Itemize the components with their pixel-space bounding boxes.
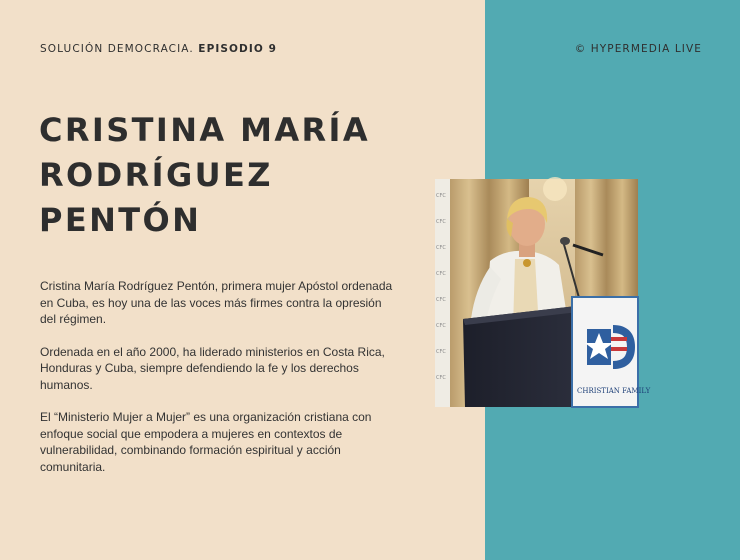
svg-text:CFC: CFC [436, 349, 446, 355]
podium-logo-text: CHRISTIAN FAMILY [577, 387, 651, 395]
portrait-photo [435, 179, 651, 407]
svg-text:CFC: CFC [436, 193, 446, 199]
svg-text:CFC: CFC [436, 219, 446, 225]
series-label [40, 43, 277, 55]
svg-text:CFC: CFC [436, 271, 446, 277]
svg-text:CFC: CFC [436, 297, 446, 303]
svg-text:CFC: CFC [436, 375, 446, 381]
title-line-3: PENTÓN [39, 201, 202, 239]
biography-text [40, 278, 400, 491]
episode-label: EPISODIO 9 [198, 43, 278, 55]
copyright-label: © HYPERMEDIA LIVE [574, 43, 702, 55]
paragraph-3: El “Ministerio Mujer a Mujer” es una organización cristiana con enfoque social que empodera a mujeres en contextos de vulnerabilidad, combinando formación espiritual y acción comunitaria. [40, 410, 372, 474]
paragraph-2: Ordenada en el año 2000, ha liderado ministerios en Costa Rica, Honduras y Cuba, siempre defendiendo la fe y los derechos humanos. [40, 344, 385, 392]
title-line-1: CRISTINA MARÍA [39, 111, 371, 149]
svg-text:CFC: CFC [436, 323, 446, 329]
svg-text:CFC: CFC [436, 245, 446, 251]
paragraph-1: Cristina María Rodríguez Pentón, primera mujer Apóstol ordenada en Cuba, es hoy una de las voces más firmes contra la opresión del régimen. [40, 279, 393, 326]
title-line-2: RODRÍGUEZ [39, 156, 273, 194]
page-title [39, 108, 469, 243]
series-name: SOLUCIÓN DEMOCRACIA. [40, 43, 194, 55]
